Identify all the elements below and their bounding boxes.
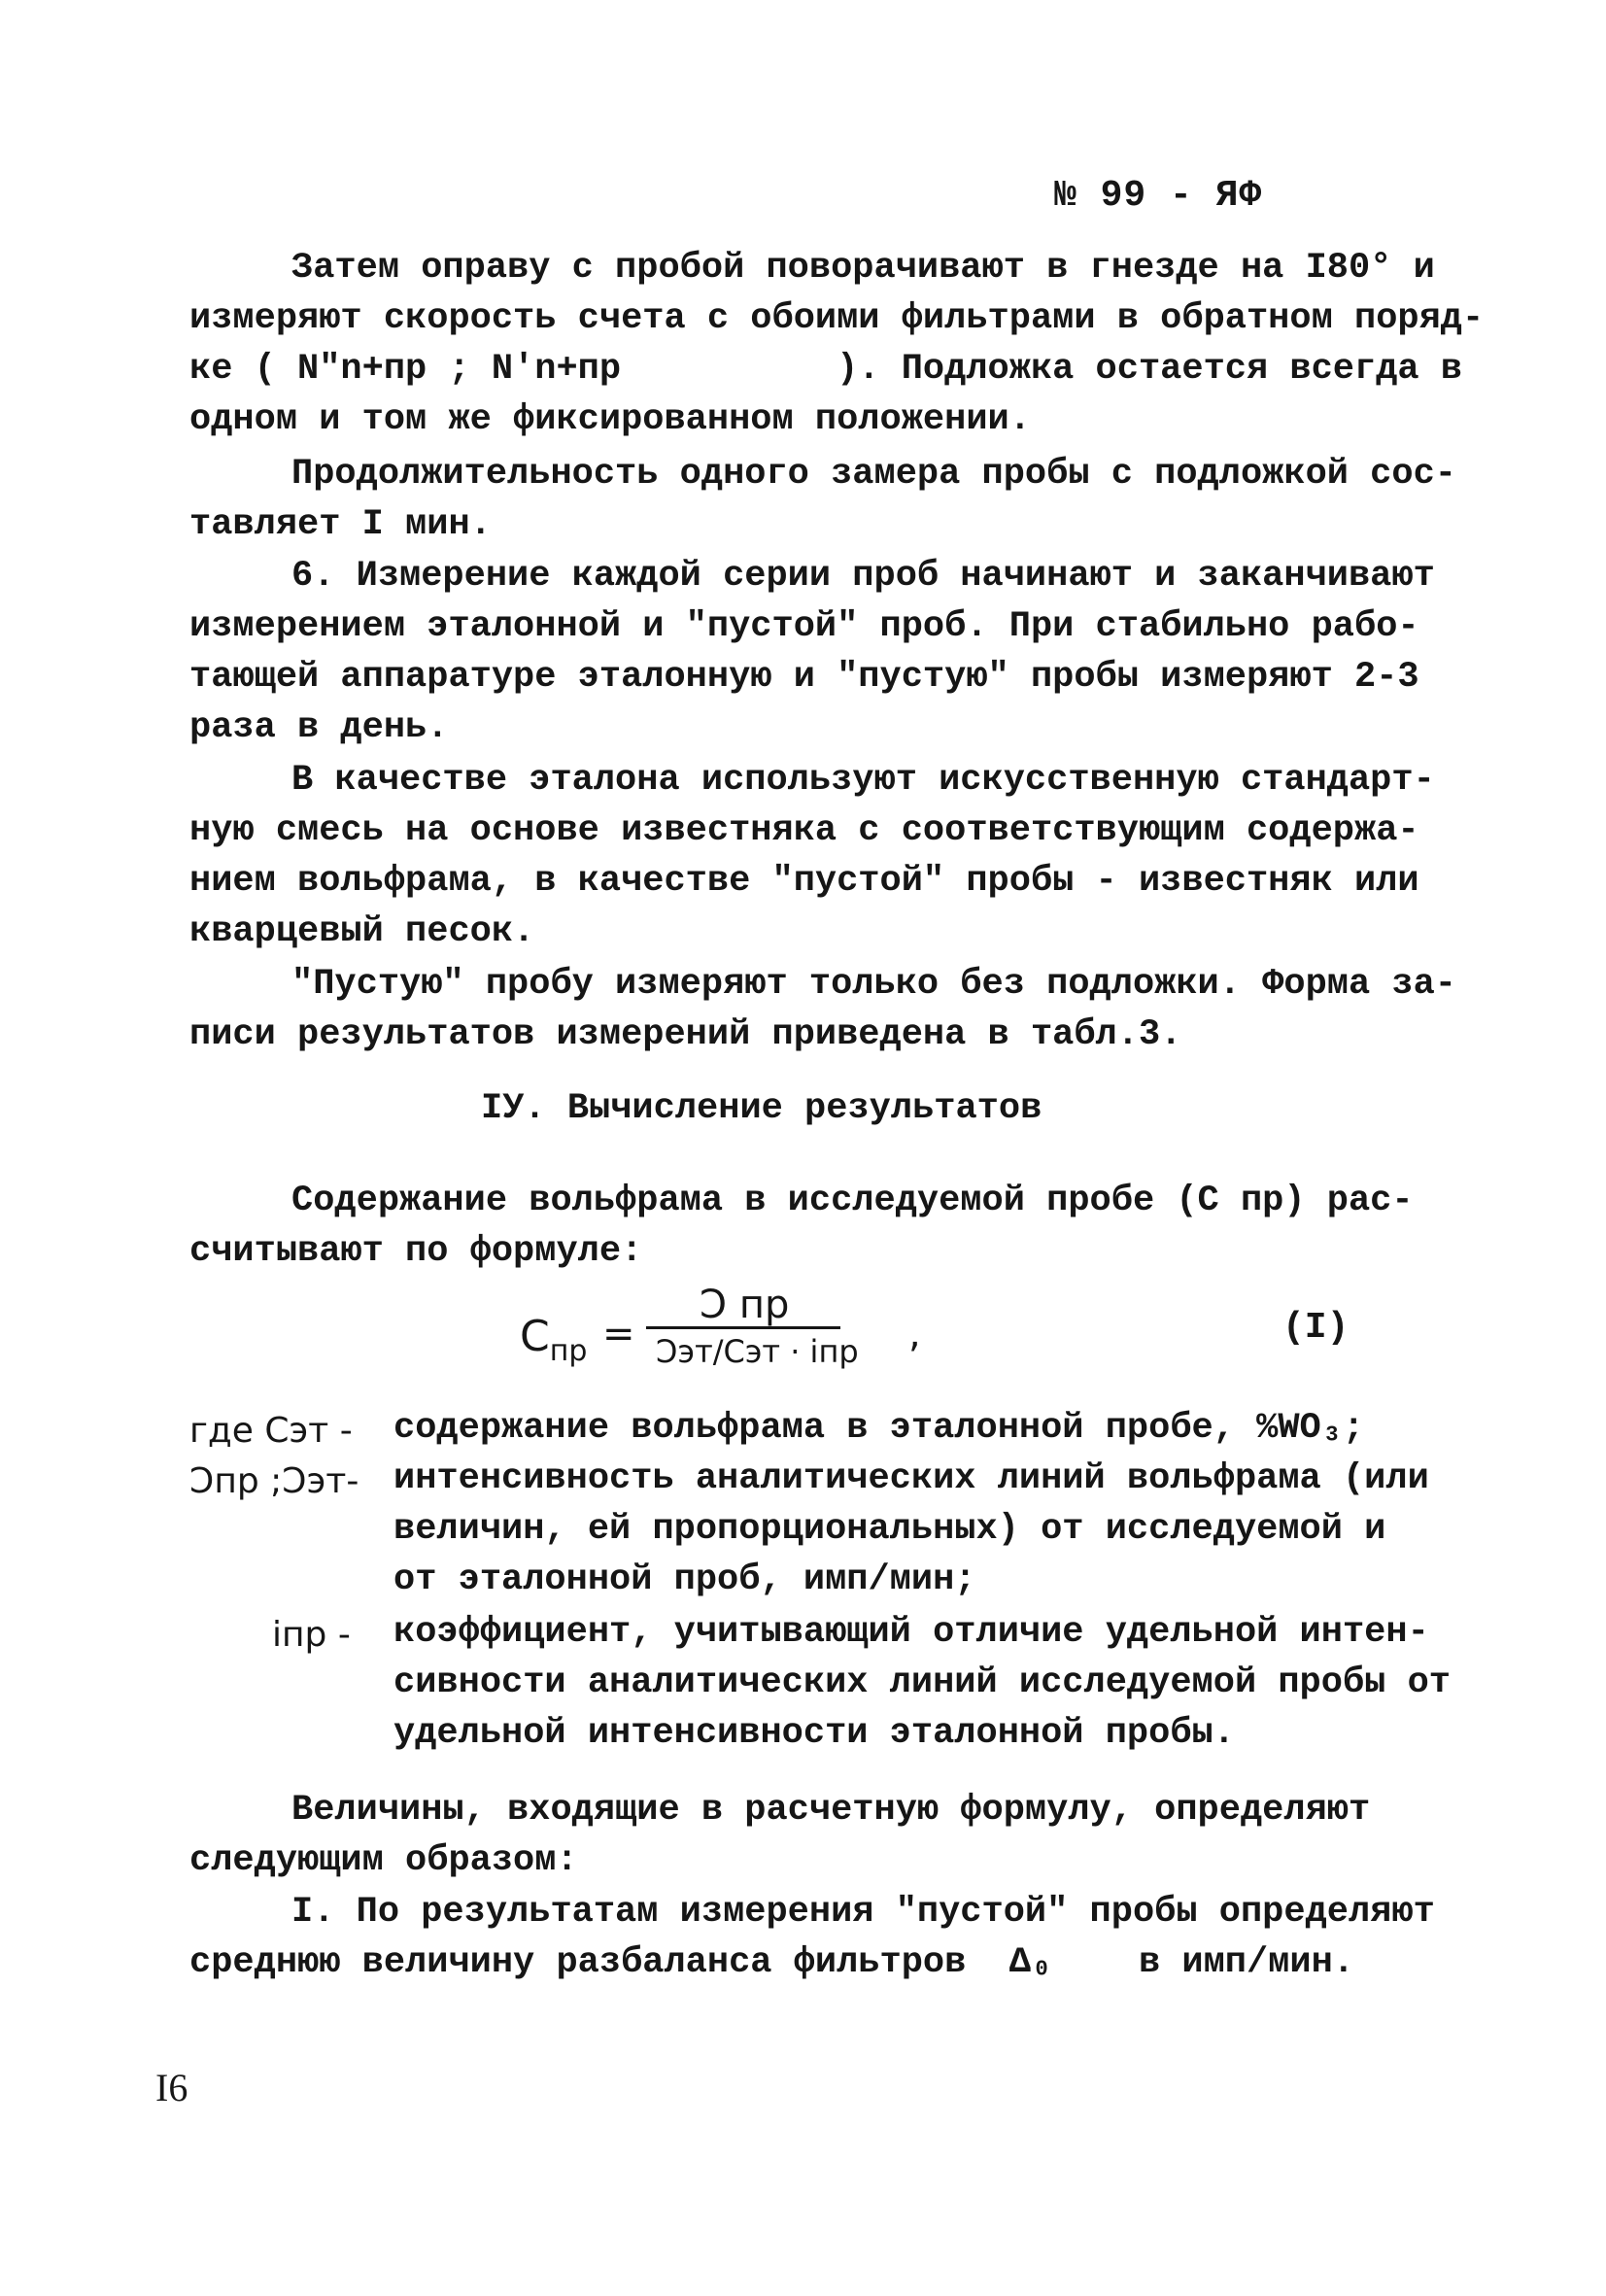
text-line: измерением эталонной и "пустой" проб. При стабильно рабо- bbox=[189, 606, 1419, 647]
definition-text: коэффициент, учитывающий отличие удельной интен- bbox=[393, 1612, 1429, 1653]
text-line: измеряют скорость счета с обоими фильтрами в обратном поряд- bbox=[189, 298, 1485, 339]
definition-text: от эталонной проб, имп/мин; bbox=[393, 1559, 976, 1600]
definition-text: удельной интенсивности эталонной пробы. bbox=[393, 1713, 1235, 1754]
text-line: тающей аппаратуре эталонную и "пустую" пробы измеряют 2-3 bbox=[189, 657, 1419, 698]
text-line: считывают по формуле: bbox=[189, 1231, 643, 1272]
text-line: нием вольфрама, в качестве "пустой" пробы - известняк или bbox=[189, 861, 1419, 902]
fraction-bar bbox=[646, 1326, 840, 1329]
definition-text: интенсивность аналитических линий вольфрама (или bbox=[393, 1458, 1429, 1499]
text-line: писи результатов измерений приведена в табл.3. bbox=[189, 1014, 1182, 1055]
page-number: I6 bbox=[155, 2066, 188, 2109]
definition-text: содержание вольфрама в эталонной пробе, %WO₃; bbox=[393, 1408, 1365, 1449]
text-line: следующим образом: bbox=[189, 1840, 578, 1881]
text-line: Продолжительность одного замера пробы с подложкой сос- bbox=[291, 454, 1456, 495]
text-line: Затем оправу с пробой поворачивают в гнезде на I80° и bbox=[291, 248, 1435, 289]
definition-term: где Cэт - bbox=[189, 1411, 353, 1451]
text-line: тавляет I мин. bbox=[189, 504, 492, 545]
text-line: раза в день. bbox=[189, 707, 449, 748]
document-number: № 99 - ЯФ bbox=[1054, 175, 1263, 217]
text-line: ную смесь на основе известняка с соответствующим содержа- bbox=[189, 810, 1419, 851]
definition-text: величин, ей пропорциональных) от исследуемой и bbox=[393, 1509, 1386, 1550]
definition-term: iпр - bbox=[272, 1615, 351, 1655]
equation-number: (I) bbox=[1282, 1307, 1350, 1349]
text-line: кварцевый песок. bbox=[189, 911, 535, 952]
text-line: ке ( N″n+пр ; N′n+пр ). Подложка остается всегда в bbox=[189, 349, 1463, 390]
formula-comma: , bbox=[908, 1312, 921, 1356]
formula-denominator: Ͻэт/Cэт · iпр bbox=[656, 1333, 859, 1370]
text-line: среднюю величину разбаланса фильтров Δ₀ в имп/мин. bbox=[189, 1942, 1354, 1983]
formula-lhs-symbol: C bbox=[520, 1312, 550, 1361]
text-line: Величины, входящие в расчетную формулу, определяют bbox=[291, 1790, 1371, 1831]
definition-text: сивности аналитических линий исследуемой пробы от bbox=[393, 1662, 1451, 1703]
formula-lhs-subscript: пр bbox=[549, 1333, 588, 1368]
text-line: 6. Измерение каждой серии проб начинают и заканчивают bbox=[291, 556, 1435, 597]
formula-numerator: Ͻ пр bbox=[700, 1283, 790, 1327]
section-title: IУ. Вычисление результатов bbox=[481, 1088, 1042, 1129]
formula-equals: = bbox=[602, 1312, 635, 1356]
definition-term: Ͻпр ;Ͻэт- bbox=[189, 1461, 359, 1501]
formula-lhs bbox=[520, 1312, 587, 1368]
formula bbox=[520, 1283, 1025, 1399]
text-line: В качестве эталона используют искусственную стандарт- bbox=[291, 760, 1435, 801]
text-line: I. По результатам измерения "пустой" пробы определяют bbox=[291, 1892, 1435, 1933]
text-line: одном и том же фиксированном положении. bbox=[189, 399, 1031, 440]
text-line: Содержание вольфрама в исследуемой пробе (С пр) рас- bbox=[291, 1181, 1414, 1221]
text-line: "Пустую" пробу измеряют только без подложки. Форма за- bbox=[291, 964, 1456, 1005]
